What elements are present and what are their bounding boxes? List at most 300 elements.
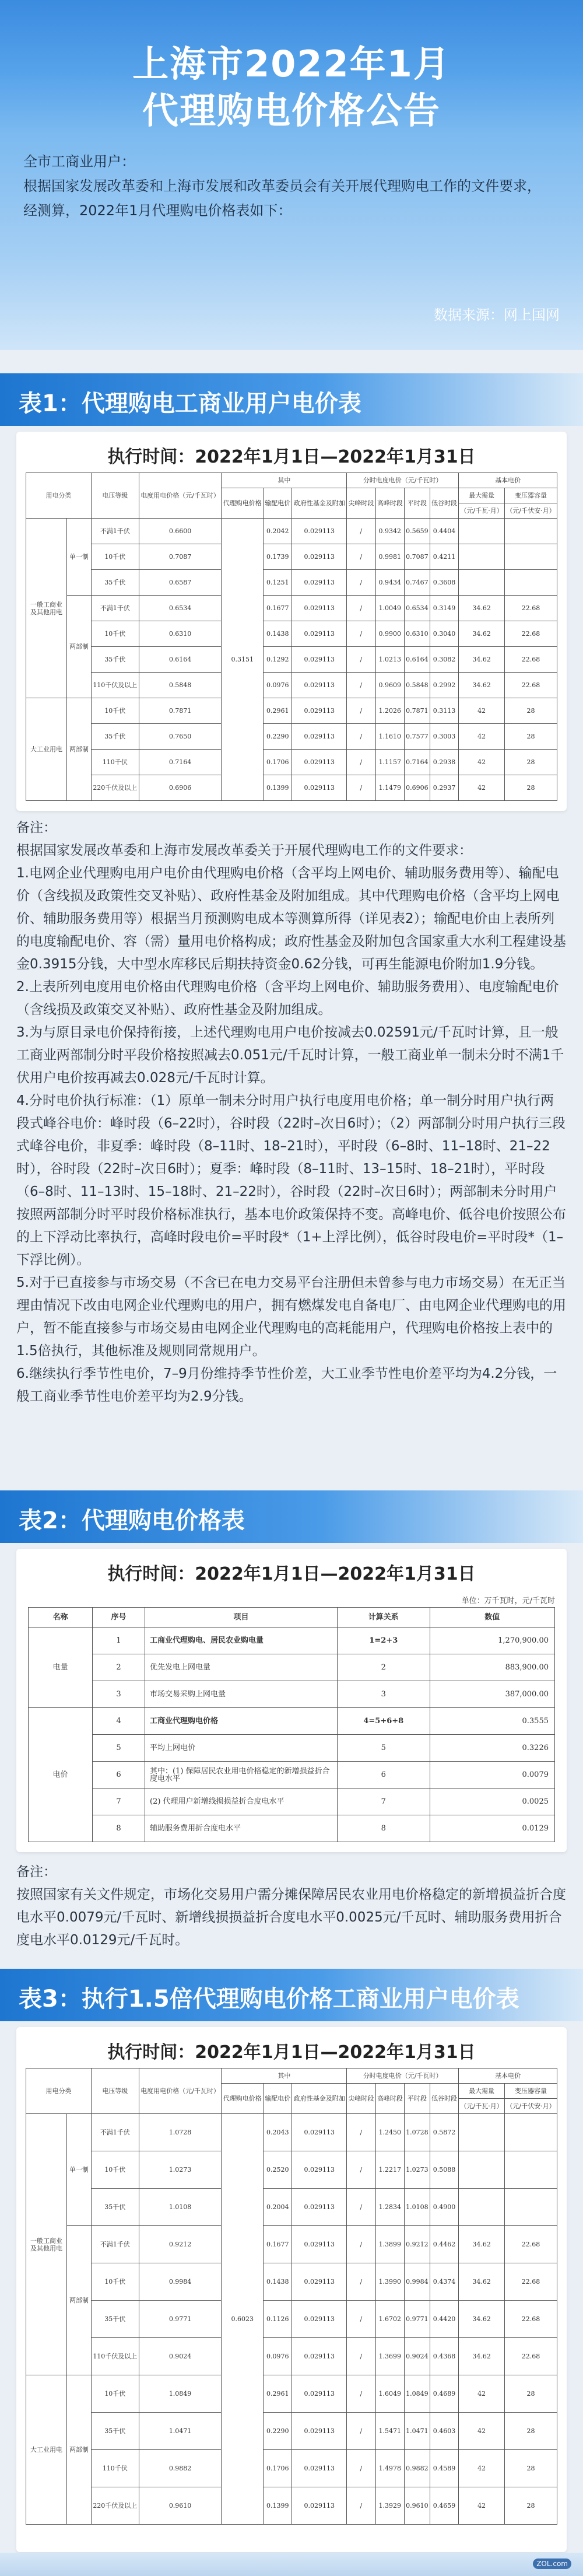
demand-cell: 42 bbox=[459, 698, 505, 724]
valley-cell: 0.3040 bbox=[430, 621, 458, 647]
peak-cell: 1.0049 bbox=[375, 596, 404, 621]
price-cell: 0.9771 bbox=[139, 2301, 222, 2338]
capacity-cell: 22.68 bbox=[505, 2226, 557, 2263]
header-transmission: 输配电价 bbox=[264, 488, 292, 519]
transmission-cell: 0.2290 bbox=[264, 2413, 292, 2450]
voltage-cell: 35千伏 bbox=[92, 724, 139, 750]
header-fund: 政府性基金及附加 bbox=[292, 2084, 347, 2114]
demand-cell bbox=[459, 2114, 505, 2151]
section-header-table2 bbox=[0, 1490, 583, 1543]
subcategory-single: 单一制 bbox=[67, 519, 92, 596]
peak-cell: 1.3929 bbox=[375, 2487, 404, 2525]
voltage-cell: 220千伏及以上 bbox=[92, 775, 139, 801]
fund-cell: 0.029113 bbox=[292, 2338, 347, 2375]
price-cell: 0.9610 bbox=[139, 2487, 222, 2525]
valley-cell: 0.5088 bbox=[430, 2151, 458, 2189]
sharp-cell: / bbox=[347, 775, 375, 801]
header-voltage: 电压等级 bbox=[92, 473, 139, 519]
peak-cell: 1.3899 bbox=[375, 2226, 404, 2263]
demand-cell: 34.62 bbox=[459, 647, 505, 673]
subcategory-two-part: 两部制 bbox=[67, 596, 92, 698]
table-row bbox=[26, 698, 557, 724]
table-row bbox=[26, 673, 557, 698]
header-number: 序号 bbox=[93, 1608, 145, 1628]
table-row bbox=[26, 2450, 557, 2487]
table-row bbox=[26, 2487, 557, 2525]
notes1-item-5: 5.对于已直接参与市场交易（不含已在电力交易平台注册但未曾参与电力市场交易）在无正当理由情况下改由电网企业代理购电的用户，拥有燃煤发电自备电厂、由电网企业代理购电的用户，暂不能直接参与市场交易由电网企业代理购电的高耗能用户，代理购电价格按上表中的1.5倍执行，其他标准及规则同常规用户。 bbox=[16, 1275, 566, 1359]
demand-cell: 34.62 bbox=[459, 596, 505, 621]
page-title-line1: 上海市2022年1月 bbox=[132, 43, 451, 85]
header-including: 其中 bbox=[222, 473, 347, 488]
row-number: 5 bbox=[93, 1735, 145, 1762]
row-number: 8 bbox=[93, 1815, 145, 1842]
data-source: 数据来源：网上国网 bbox=[434, 307, 560, 323]
header-sharp: 尖峰时段 bbox=[347, 488, 375, 519]
table2-exec-time: 执行时间：2022年1月1日—2022年1月31日 bbox=[107, 1564, 476, 1584]
valley-cell: 0.4589 bbox=[430, 2450, 458, 2487]
peak-cell: 0.9609 bbox=[375, 673, 404, 698]
valley-cell: 0.4368 bbox=[430, 2338, 458, 2375]
voltage-cell: 110千伏 bbox=[92, 750, 139, 775]
sharp-cell: / bbox=[347, 621, 375, 647]
table3-card bbox=[16, 2027, 567, 2552]
peak-cell: 1.2026 bbox=[375, 698, 404, 724]
row-item: 辅助服务费用折合度电水平 bbox=[145, 1815, 338, 1842]
fund-cell: 0.029113 bbox=[292, 544, 347, 570]
header-valley: 低谷时段 bbox=[430, 488, 458, 519]
row-value: 883,900.00 bbox=[430, 1654, 554, 1681]
header-peak: 高峰时段 bbox=[375, 2084, 404, 2114]
flat-cell: 1.0849 bbox=[404, 2375, 430, 2413]
capacity-cell bbox=[505, 2114, 557, 2151]
fund-cell: 0.029113 bbox=[292, 2151, 347, 2189]
table1 bbox=[26, 473, 557, 801]
fund-cell: 0.029113 bbox=[292, 673, 347, 698]
flat-cell: 0.7164 bbox=[404, 750, 430, 775]
peak-cell: 0.9981 bbox=[375, 544, 404, 570]
header-energy-price: 电度用电价格（元/千瓦时） bbox=[139, 2068, 222, 2114]
peak-cell: 1.2217 bbox=[375, 2151, 404, 2189]
table-row bbox=[26, 2338, 557, 2375]
header-max-demand: 最大需量 bbox=[459, 2084, 505, 2099]
flat-cell: 0.9212 bbox=[404, 2226, 430, 2263]
demand-cell: 42 bbox=[459, 750, 505, 775]
price-cell: 0.6587 bbox=[139, 570, 222, 596]
valley-cell: 0.2937 bbox=[430, 775, 458, 801]
transmission-cell: 0.1677 bbox=[264, 2226, 292, 2263]
table1-card bbox=[16, 432, 567, 811]
transmission-cell: 0.1126 bbox=[264, 2301, 292, 2338]
table-row bbox=[26, 775, 557, 801]
row-relation: 8 bbox=[338, 1815, 430, 1842]
price-cell: 0.6600 bbox=[139, 519, 222, 544]
price-cell: 0.7164 bbox=[139, 750, 222, 775]
header-banner bbox=[0, 0, 583, 134]
voltage-cell: 不满1千伏 bbox=[92, 519, 139, 544]
row-number: 4 bbox=[93, 1708, 145, 1735]
price-cell: 0.9212 bbox=[139, 2226, 222, 2263]
row-item: 工商业代理购电、居民农业购电量 bbox=[145, 1628, 338, 1654]
fund-cell: 0.029113 bbox=[292, 698, 347, 724]
notes2-title: 备注： bbox=[16, 1864, 57, 1880]
group-volume: 电量 bbox=[29, 1628, 93, 1708]
fund-cell: 0.029113 bbox=[292, 570, 347, 596]
demand-cell bbox=[459, 570, 505, 596]
fund-cell: 0.029113 bbox=[292, 519, 347, 544]
transmission-cell: 0.1438 bbox=[264, 2263, 292, 2301]
header-fund: 政府性基金及附加 bbox=[292, 488, 347, 519]
peak-cell: 1.1157 bbox=[375, 750, 404, 775]
header-transmission: 输配电价 bbox=[264, 2084, 292, 2114]
peak-cell: 1.1610 bbox=[375, 724, 404, 750]
valley-cell: 0.3149 bbox=[430, 596, 458, 621]
valley-cell: 0.4462 bbox=[430, 2226, 458, 2263]
sharp-cell: / bbox=[347, 2226, 375, 2263]
row-relation: 3 bbox=[338, 1681, 430, 1708]
demand-cell bbox=[459, 544, 505, 570]
sharp-cell: / bbox=[347, 2263, 375, 2301]
intro-calc: 经测算，2022年1月代理购电价格表如下： bbox=[23, 202, 292, 219]
valley-cell: 0.4404 bbox=[430, 519, 458, 544]
capacity-cell bbox=[505, 2189, 557, 2226]
header-demand-unit: （元/千瓦·月） bbox=[459, 503, 505, 519]
header-sharp: 尖峰时段 bbox=[347, 2084, 375, 2114]
agent-price-cell: 0.3151 bbox=[222, 519, 264, 801]
flat-cell: 1.0471 bbox=[404, 2413, 430, 2450]
notes1-item-3: 3.为与原目录电价保持衔接，上述代理购电用户电价按减去0.02591元/千瓦时计算，且一般工商业两部制分时平段价格按照减去0.051元/千瓦时计算，一般工商业单一制未分时不满1千伏用户电价按再减去0.028元/千瓦时计算。 bbox=[16, 1025, 564, 1086]
valley-cell: 0.3003 bbox=[430, 724, 458, 750]
sharp-cell: / bbox=[347, 2338, 375, 2375]
voltage-cell: 10千伏 bbox=[92, 2263, 139, 2301]
table-row bbox=[26, 570, 557, 596]
sharp-cell: / bbox=[347, 596, 375, 621]
table-row bbox=[29, 1735, 555, 1762]
transmission-cell: 0.2961 bbox=[264, 698, 292, 724]
header-category: 用电分类 bbox=[26, 2068, 92, 2114]
table-row bbox=[26, 2226, 557, 2263]
notes1-lead: 根据国家发展改革委和上海市发展改革委关于开展代理购电工作的文件要求： bbox=[16, 843, 472, 858]
valley-cell: 0.4211 bbox=[430, 544, 458, 570]
category-general: 一般工商业及其他用电 bbox=[26, 519, 67, 698]
table-row bbox=[26, 2114, 557, 2151]
valley-cell: 0.2992 bbox=[430, 673, 458, 698]
table-row bbox=[26, 2413, 557, 2450]
row-item: 优先发电上网电量 bbox=[145, 1654, 338, 1681]
sharp-cell: / bbox=[347, 519, 375, 544]
transmission-cell: 0.1292 bbox=[264, 647, 292, 673]
table3-heading: 表3：执行1.5倍代理购电价格工商业用户电价表 bbox=[19, 1986, 519, 2013]
flat-cell: 1.0273 bbox=[404, 2151, 430, 2189]
header-capacity-unit: （元/千伏安·月） bbox=[505, 2099, 557, 2114]
fund-cell: 0.029113 bbox=[292, 2114, 347, 2151]
voltage-cell: 10千伏 bbox=[92, 2375, 139, 2413]
transmission-cell: 0.1399 bbox=[264, 775, 292, 801]
capacity-cell: 28 bbox=[505, 750, 557, 775]
demand-cell: 34.62 bbox=[459, 2263, 505, 2301]
capacity-cell bbox=[505, 544, 557, 570]
header-energy-price: 电度用电价格（元/千瓦时） bbox=[139, 473, 222, 519]
sharp-cell: / bbox=[347, 2375, 375, 2413]
price-cell: 0.7871 bbox=[139, 698, 222, 724]
voltage-cell: 10千伏 bbox=[92, 544, 139, 570]
voltage-cell: 不满1千伏 bbox=[92, 2114, 139, 2151]
header-value: 数值 bbox=[430, 1608, 554, 1628]
sharp-cell: / bbox=[347, 2114, 375, 2151]
transmission-cell: 0.1739 bbox=[264, 544, 292, 570]
table-row bbox=[26, 544, 557, 570]
header-basic-price: 基本电价 bbox=[459, 2068, 557, 2084]
notes1-item-1: 1.电网企业代理购电用户电价由代理购电价格（含平均上网电价、辅助服务费用等）、输配电价（含线损及政策性交叉补贴）、政府性基金及附加组成。其中代理购电价格（含平均上网电价、辅助服务费用等）根据当月预测购电成本等测算所得（详见表2）；输配电价由上表所列的电度输配电价、容（需）量用电价格构成；政府性基金及附加包含国家重大水利工程建设基金0.3915分钱，大中型水库移民后期扶持资金0.62分钱，可再生能源电价附加1.9分钱。 bbox=[16, 866, 566, 972]
price-cell: 1.0728 bbox=[139, 2114, 222, 2151]
notes2-text: 按照国家有关文件规定，市场化交易用户需分摊保障居民农业用电价格稳定的新增损益折合度电水平0.0079元/千瓦时、新增线损损益折合度电水平0.0025元/千瓦时、辅助服务费用折合度电水平0.0129元/千瓦时。 bbox=[16, 1887, 566, 1948]
fund-cell: 0.029113 bbox=[292, 2263, 347, 2301]
flat-cell: 0.7871 bbox=[404, 698, 430, 724]
flat-cell: 0.6164 bbox=[404, 647, 430, 673]
capacity-cell: 22.68 bbox=[505, 647, 557, 673]
capacity-cell: 22.68 bbox=[505, 596, 557, 621]
row-value: 1,270,900.00 bbox=[430, 1628, 554, 1654]
header-tou-price: 分时电度电价（元/千瓦时） bbox=[347, 2068, 459, 2084]
sharp-cell: / bbox=[347, 750, 375, 775]
voltage-cell: 10千伏 bbox=[92, 621, 139, 647]
demand-cell: 42 bbox=[459, 2413, 505, 2450]
table2-unit: 单位：万千瓦时，元/千瓦时 bbox=[461, 1597, 555, 1605]
peak-cell: 0.9434 bbox=[375, 570, 404, 596]
subcategory-two-part: 两部制 bbox=[67, 2375, 92, 2525]
header-flat: 平时段 bbox=[404, 2084, 430, 2114]
flat-cell: 0.9771 bbox=[404, 2301, 430, 2338]
row-item: 其中：(1) 保障居民农业用电价格稳定的新增损益折合度电水平 bbox=[145, 1762, 338, 1788]
price-cell: 1.0108 bbox=[139, 2189, 222, 2226]
sharp-cell: / bbox=[347, 647, 375, 673]
subcategory-two-part: 两部制 bbox=[67, 2226, 92, 2375]
capacity-cell: 22.68 bbox=[505, 621, 557, 647]
peak-cell: 1.6702 bbox=[375, 2301, 404, 2338]
table1-heading: 表1：代理购电工商业用户电价表 bbox=[19, 390, 361, 417]
demand-cell: 34.62 bbox=[459, 673, 505, 698]
sharp-cell: / bbox=[347, 2413, 375, 2450]
header-item: 项目 bbox=[145, 1608, 338, 1628]
row-item: (2) 代理用户新增线损损益折合度电水平 bbox=[145, 1788, 338, 1815]
header-agent-price: 代理购电价格 bbox=[222, 488, 264, 519]
row-value: 0.0129 bbox=[430, 1815, 554, 1842]
flat-cell: 0.7577 bbox=[404, 724, 430, 750]
flat-cell: 1.0108 bbox=[404, 2189, 430, 2226]
row-relation: 6 bbox=[338, 1762, 430, 1788]
voltage-cell: 35千伏 bbox=[92, 647, 139, 673]
table-row bbox=[29, 1762, 555, 1788]
voltage-cell: 110千伏及以上 bbox=[92, 2338, 139, 2375]
voltage-cell: 110千伏及以上 bbox=[92, 673, 139, 698]
capacity-cell: 22.68 bbox=[505, 2301, 557, 2338]
transmission-cell: 0.2520 bbox=[264, 2151, 292, 2189]
demand-cell: 34.62 bbox=[459, 2338, 505, 2375]
transmission-cell: 0.1677 bbox=[264, 596, 292, 621]
capacity-cell: 28 bbox=[505, 775, 557, 801]
row-relation: 4=5+6+8 bbox=[338, 1708, 430, 1735]
watermark-logo: ZOL.com bbox=[533, 2558, 571, 2569]
capacity-cell: 28 bbox=[505, 2450, 557, 2487]
notes1 bbox=[16, 817, 567, 1408]
table-row bbox=[29, 1654, 555, 1681]
sharp-cell: / bbox=[347, 698, 375, 724]
peak-cell: 1.2450 bbox=[375, 2114, 404, 2151]
transmission-cell: 0.2004 bbox=[264, 2189, 292, 2226]
sharp-cell: / bbox=[347, 724, 375, 750]
group-price: 电价 bbox=[29, 1708, 93, 1842]
valley-cell: 0.3113 bbox=[430, 698, 458, 724]
category-industrial: 大工业用电 bbox=[26, 2375, 67, 2525]
flat-cell: 0.7467 bbox=[404, 570, 430, 596]
peak-cell: 1.5471 bbox=[375, 2413, 404, 2450]
row-value: 0.0025 bbox=[430, 1788, 554, 1815]
price-cell: 0.7087 bbox=[139, 544, 222, 570]
row-number: 6 bbox=[93, 1762, 145, 1788]
row-relation: 1=2+3 bbox=[338, 1628, 430, 1654]
row-relation: 2 bbox=[338, 1654, 430, 1681]
table2-heading: 表2：代理购电价格表 bbox=[19, 1507, 245, 1534]
peak-cell: 0.9900 bbox=[375, 621, 404, 647]
peak-cell: 1.0213 bbox=[375, 647, 404, 673]
valley-cell: 0.2938 bbox=[430, 750, 458, 775]
demand-cell: 34.62 bbox=[459, 2301, 505, 2338]
header-valley: 低谷时段 bbox=[430, 2084, 458, 2114]
notes1-item-2: 2.上表所列电度用电价格由代理购电价格（含平均上网电价、辅助服务费用）、电度输配电价（含线损及政策交叉补贴）、政府性基金及附加组成。 bbox=[16, 979, 559, 1017]
price-cell: 0.9984 bbox=[139, 2263, 222, 2301]
fund-cell: 0.029113 bbox=[292, 2189, 347, 2226]
flat-cell: 0.6310 bbox=[404, 621, 430, 647]
notes1-item-6: 6.继续执行季节性电价，7–9月份维持季节性价差，大工业季节性电价差平均为4.2分钱，一般工商业季节性电价差平均为2.9分钱。 bbox=[16, 1366, 557, 1404]
row-relation: 7 bbox=[338, 1788, 430, 1815]
capacity-cell: 22.68 bbox=[505, 673, 557, 698]
peak-cell: 1.3990 bbox=[375, 2263, 404, 2301]
capacity-cell: 22.68 bbox=[505, 2338, 557, 2375]
fund-cell: 0.029113 bbox=[292, 647, 347, 673]
voltage-cell: 35千伏 bbox=[92, 2301, 139, 2338]
notes1-title: 备注： bbox=[16, 820, 57, 835]
valley-cell: 0.3082 bbox=[430, 647, 458, 673]
voltage-cell: 10千伏 bbox=[92, 2151, 139, 2189]
header-voltage: 电压等级 bbox=[92, 2068, 139, 2114]
peak-cell: 1.1479 bbox=[375, 775, 404, 801]
flat-cell: 0.5659 bbox=[404, 519, 430, 544]
row-item: 平均上网电价 bbox=[145, 1735, 338, 1762]
row-item: 工商业代理购电价格 bbox=[145, 1708, 338, 1735]
price-cell: 1.0849 bbox=[139, 2375, 222, 2413]
footer bbox=[0, 2553, 583, 2576]
price-cell: 0.6310 bbox=[139, 621, 222, 647]
table-row bbox=[29, 1628, 555, 1654]
table-row bbox=[26, 647, 557, 673]
row-number: 2 bbox=[93, 1654, 145, 1681]
fund-cell: 0.029113 bbox=[292, 2413, 347, 2450]
section-header-table1 bbox=[0, 373, 583, 426]
price-cell: 0.6164 bbox=[139, 647, 222, 673]
fund-cell: 0.029113 bbox=[292, 596, 347, 621]
table-row bbox=[26, 519, 557, 544]
table-row bbox=[26, 596, 557, 621]
flat-cell: 1.0728 bbox=[404, 2114, 430, 2151]
sharp-cell: / bbox=[347, 2189, 375, 2226]
fund-cell: 0.029113 bbox=[292, 2375, 347, 2413]
transmission-cell: 0.1706 bbox=[264, 750, 292, 775]
demand-cell bbox=[459, 2151, 505, 2189]
price-cell: 0.7650 bbox=[139, 724, 222, 750]
table2 bbox=[28, 1607, 555, 1842]
voltage-cell: 220千伏及以上 bbox=[92, 2487, 139, 2525]
header-flat: 平时段 bbox=[404, 488, 430, 519]
sharp-cell: / bbox=[347, 2487, 375, 2525]
capacity-cell: 28 bbox=[505, 724, 557, 750]
capacity-cell bbox=[505, 570, 557, 596]
price-cell: 0.9024 bbox=[139, 2338, 222, 2375]
table-row bbox=[26, 2263, 557, 2301]
intro-block bbox=[0, 134, 583, 350]
transmission-cell: 0.1706 bbox=[264, 2450, 292, 2487]
valley-cell: 0.4689 bbox=[430, 2375, 458, 2413]
valley-cell: 0.4659 bbox=[430, 2487, 458, 2525]
table3 bbox=[26, 2068, 557, 2525]
category-general: 一般工商业及其他用电 bbox=[26, 2114, 67, 2375]
header-capacity: 变压器容量 bbox=[505, 2084, 557, 2099]
row-value: 0.3555 bbox=[430, 1708, 554, 1735]
capacity-cell bbox=[505, 519, 557, 544]
flat-cell: 0.6906 bbox=[404, 775, 430, 801]
transmission-cell: 0.1251 bbox=[264, 570, 292, 596]
capacity-cell: 22.68 bbox=[505, 2263, 557, 2301]
section-header-table3 bbox=[0, 1969, 583, 2021]
price-cell: 1.0273 bbox=[139, 2151, 222, 2189]
fund-cell: 0.029113 bbox=[292, 775, 347, 801]
notes1-item-4: 4.分时电价执行标准：（1）原单一制未分时用户执行电度用电价格；单一制分时用户执行两段式峰谷电价：峰时段（6–22时），谷时段（22时–次日6时）；（2）两部制分时用户执行三段式峰谷电价，非夏季：峰时段（8–11时、18–21时），平时段（6–8时、11–18时、21–22时），谷时段（22时–次日6时）；夏季：峰时段（8–11时、13–15时、18–21时），平时段（6–8时、11–13时、15–18时、21–22时），谷时段（22时–次日6时）；两部制未分时用户按照两部制分时平时段价格标准执行，基本电价政策保持不变。高峰电价、低谷电价按照公布的上下浮动比率执行，高峰时段电价=平时段*（1+上浮比例），低谷时段电价=平时段*（1–下浮比例）。 bbox=[16, 1093, 566, 1268]
header-demand-unit: （元/千瓦·月） bbox=[459, 2099, 505, 2114]
transmission-cell: 0.2043 bbox=[264, 2114, 292, 2151]
valley-cell: 0.4900 bbox=[430, 2189, 458, 2226]
capacity-cell: 28 bbox=[505, 698, 557, 724]
demand-cell: 42 bbox=[459, 724, 505, 750]
price-cell: 0.6534 bbox=[139, 596, 222, 621]
demand-cell: 42 bbox=[459, 2375, 505, 2413]
flat-cell: 0.6534 bbox=[404, 596, 430, 621]
header-category: 用电分类 bbox=[26, 473, 92, 519]
capacity-cell bbox=[505, 2151, 557, 2189]
intro-basis: 根据国家发展改革委和上海市发展和改革委员会有关开展代理购电工作的文件要求， bbox=[23, 178, 541, 194]
table-row bbox=[26, 621, 557, 647]
demand-cell: 42 bbox=[459, 2487, 505, 2525]
flat-cell: 0.9610 bbox=[404, 2487, 430, 2525]
subcategory-single: 单一制 bbox=[67, 2114, 92, 2226]
header-including: 其中 bbox=[222, 2068, 347, 2084]
voltage-cell: 不满1千伏 bbox=[92, 2226, 139, 2263]
agent-price-cell: 0.6023 bbox=[222, 2114, 264, 2525]
demand-cell: 42 bbox=[459, 775, 505, 801]
peak-cell: 1.4978 bbox=[375, 2450, 404, 2487]
row-relation: 5 bbox=[338, 1735, 430, 1762]
fund-cell: 0.029113 bbox=[292, 2450, 347, 2487]
valley-cell: 0.3608 bbox=[430, 570, 458, 596]
peak-cell: 1.2834 bbox=[375, 2189, 404, 2226]
header-peak: 高峰时段 bbox=[375, 488, 404, 519]
voltage-cell: 35千伏 bbox=[92, 2189, 139, 2226]
header-capacity-unit: （元/千伏安·月） bbox=[505, 503, 557, 519]
header-max-demand: 最大需量 bbox=[459, 488, 505, 503]
sharp-cell: / bbox=[347, 544, 375, 570]
flat-cell: 0.9024 bbox=[404, 2338, 430, 2375]
sharp-cell: / bbox=[347, 570, 375, 596]
valley-cell: 0.4420 bbox=[430, 2301, 458, 2338]
peak-cell: 1.3699 bbox=[375, 2338, 404, 2375]
transmission-cell: 0.0976 bbox=[264, 673, 292, 698]
